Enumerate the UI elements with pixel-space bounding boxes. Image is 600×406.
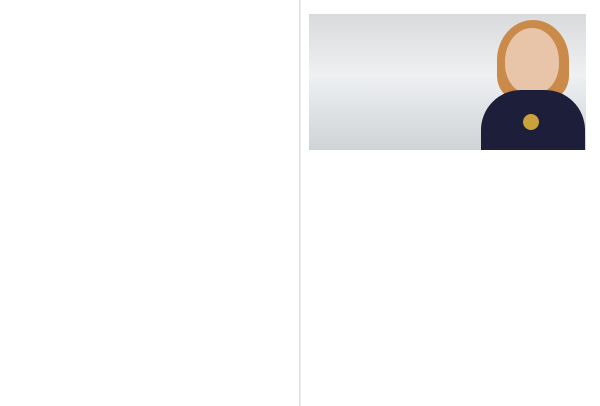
left-column-3: [203, 17, 291, 19]
skater-head: [505, 28, 559, 94]
right-column-3: [498, 155, 586, 157]
left-columns: [14, 17, 291, 19]
right-column-1: [309, 155, 397, 157]
right-column-2: [403, 155, 491, 157]
skater-photo: [309, 14, 586, 150]
left-column-2: [108, 17, 196, 19]
right-page: [300, 0, 600, 406]
right-columns: [309, 155, 586, 157]
left-column-1: [14, 17, 102, 19]
medal-icon: [523, 114, 539, 130]
